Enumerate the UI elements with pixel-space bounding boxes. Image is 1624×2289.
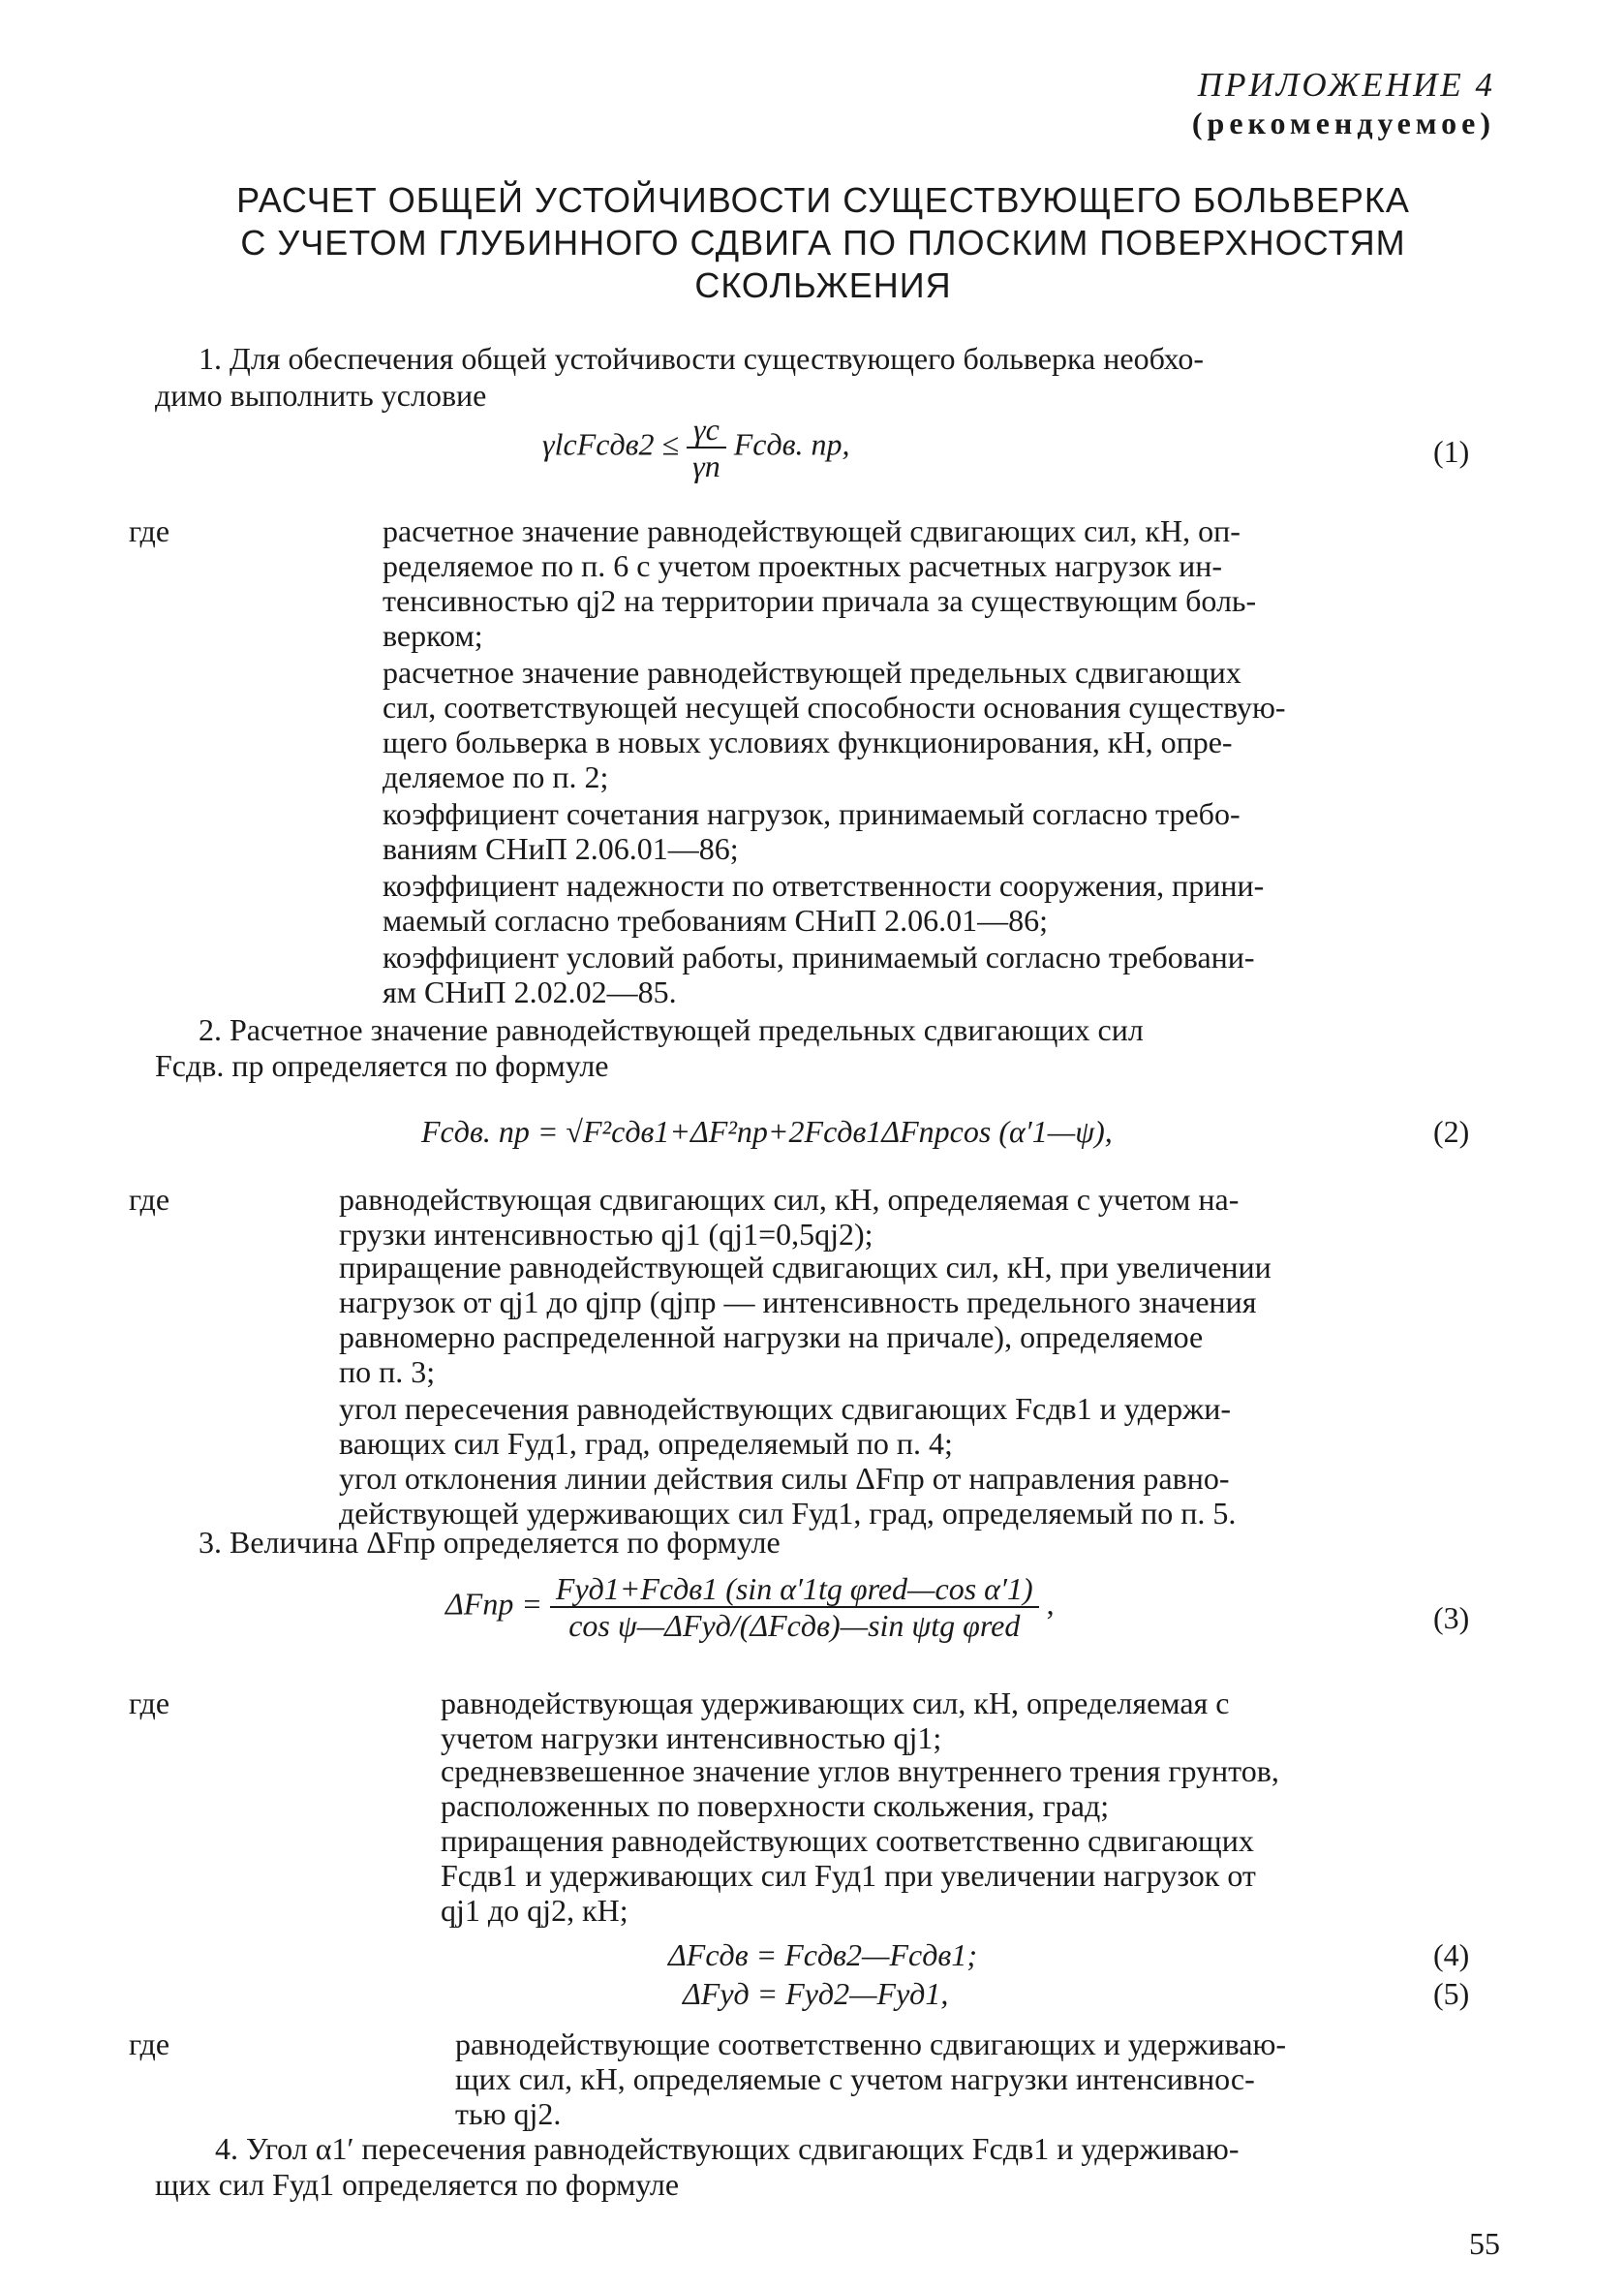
definition-line: сил, соответствующей несущей способности основания существую- (383, 690, 1286, 725)
definition-line: ям СНиП 2.02.02—85. (383, 974, 677, 1009)
where-label: где (129, 1182, 170, 1217)
definition-text (455, 2026, 1491, 2131)
where-label: где (129, 513, 170, 548)
definition-line: коэффициент сочетания нагрузок, принимаемый согласно требо- (383, 796, 1241, 831)
eq3-fraction (550, 1571, 1039, 1643)
paragraph-line: 4. Угол α1′ пересечения равнодействующих сдвигающих Fсдв1 и удерживаю- (215, 2131, 1240, 2166)
eq3-lhs: ΔFпр = (445, 1586, 542, 1622)
equation-3 (445, 1571, 1055, 1643)
page-number: 55 (1469, 2226, 1500, 2261)
definition-text (383, 655, 1491, 794)
paragraph-line: 1. Для обеспечения общей устойчивости существующего больверка необхо- (199, 341, 1205, 376)
definition-line: щего больверка в новых условиях функционирования, кН, опре- (383, 725, 1233, 759)
paragraph-4 (215, 2131, 1239, 2166)
paragraph-2-cont (155, 1048, 608, 1083)
eq3-numerator: Fуд1+Fсдв1 (sin α′1tg φred—cos α′1) (550, 1571, 1039, 1608)
definition-text (441, 1753, 1491, 1823)
definition-line: расположенных по поверхности скольжения, град; (441, 1788, 1110, 1823)
paragraph-2 (199, 1012, 1144, 1047)
definition-text (339, 1461, 1491, 1531)
eq1-numerator: γc (687, 412, 726, 449)
definition-line: действующей удерживающих сил Fуд1, град, определяемый по п. 5. (339, 1496, 1237, 1531)
equation-4: ΔFсдв = Fсдв2—Fсдв1; (668, 1937, 977, 1972)
definition-text (339, 1182, 1491, 1252)
paragraph-line: 2. Расчетное значение равнодействующей предельных сдвигающих сил (199, 1012, 1144, 1047)
definition-line: щих сил, кН, определяемые с учетом нагрузки интенсивнос- (455, 2061, 1255, 2096)
definition-line: коэффициент условий работы, принимаемый согласно требовани- (383, 940, 1255, 974)
equation-2: Fсдв. пр = √F²сдв1+ΔF²пр+2Fсдв1ΔFпрcos (α′1—ψ), (421, 1114, 1113, 1149)
equation-number: (3) (1433, 1600, 1470, 1635)
eq1-fraction (687, 412, 726, 483)
equation-1 (542, 412, 850, 483)
appendix-label: ПРИЛОЖЕНИЕ 4 (1197, 66, 1495, 104)
definition-line: ваниям СНиП 2.06.01—86; (383, 831, 739, 866)
eq3-denominator: cos ψ—ΔFуд/(ΔFсдв)—sin ψtg φred (568, 1608, 1021, 1643)
definition-line: маемый согласно требованиям СНиП 2.06.01—86; (383, 903, 1049, 938)
definition-line: угол пересечения равнодействующих сдвигающих Fсдв1 и удержи- (339, 1391, 1232, 1426)
definition-text (383, 796, 1491, 866)
paragraph-line: Fсдв. пр определяется по формуле (155, 1048, 609, 1083)
paragraph-1 (199, 341, 1486, 376)
definition-line: равнодействующая удерживающих сил, кН, определяемая с (441, 1686, 1230, 1720)
definition-line: приращения равнодействующих соответственно сдвигающих (441, 1823, 1254, 1858)
definition-text (339, 1250, 1491, 1389)
appendix-header (1192, 66, 1495, 141)
definition-text (441, 1686, 1491, 1755)
definition-line: по п. 3; (339, 1354, 436, 1389)
definition-line: вающих сил Fуд1, град, определяемый по п. 4; (339, 1426, 953, 1461)
definition-text (383, 513, 1491, 653)
definition-line: расчетное значение равнодействующей сдвигающих сил, кН, оп- (383, 513, 1241, 548)
definition-line: грузки интенсивностью qj1 (qj1=0,5qj2); (339, 1217, 873, 1252)
eq1-lhs: γlcFсдв2 ≤ (542, 426, 680, 462)
definition-line: нагрузок от qj1 до qjпр (qjпр — интенсивность предельного значения (339, 1284, 1257, 1319)
equation-5: ΔFуд = Fуд2—Fуд1, (683, 1976, 949, 2011)
where-label: где (129, 2026, 170, 2061)
page-title (155, 179, 1491, 307)
definition-line: равномерно распределенной нагрузки на причале), определяемое (339, 1319, 1204, 1354)
definition-line: равнодействующая сдвигающих сил, кН, определяемая с учетом на- (339, 1182, 1240, 1217)
definition-line: деляемое по п. 2; (383, 759, 609, 794)
definition-line: верком; (383, 618, 483, 653)
paragraph-3 (199, 1525, 781, 1560)
definition-line: qj1 до qj2, кН; (441, 1893, 628, 1928)
paragraph-1-cont (155, 378, 1491, 413)
definition-line: Fсдв1 и удерживающих сил Fуд1 при увеличении нагрузок от (441, 1858, 1256, 1893)
definition-line: учетом нагрузки интенсивностью qj1; (441, 1720, 942, 1755)
equation-number: (4) (1433, 1937, 1470, 1972)
paragraph-line: щих сил Fуд1 определяется по формуле (155, 2167, 680, 2202)
definition-text (383, 940, 1491, 1009)
definition-line: тенсивностью qj2 на территории причала за существующим боль- (383, 583, 1257, 618)
title-line: С УЧЕТОМ ГЛУБИННОГО СДВИГА ПО ПЛОСКИМ ПОВЕРХНОСТЯМ (240, 223, 1406, 263)
equation-number: (2) (1433, 1114, 1470, 1149)
definition-line: тью qj2. (455, 2096, 562, 2131)
definition-line: угол отклонения линии действия силы ΔFпр от направления равно- (339, 1461, 1230, 1496)
eq1-denominator: γn (692, 449, 720, 483)
equation-number: (5) (1433, 1976, 1470, 2011)
definition-line: средневзвешенное значение углов внутреннего трения грунтов, (441, 1753, 1279, 1788)
paragraph-4-cont (155, 2167, 679, 2202)
paragraph-line: 3. Величина ΔFпр определяется по формуле (199, 1525, 781, 1560)
definition-text (383, 868, 1491, 938)
title-line: СКОЛЬЖЕНИЯ (694, 265, 952, 305)
definition-line: расчетное значение равнодействующей предельных сдвигающих (383, 655, 1241, 690)
definition-text (339, 1391, 1491, 1461)
definition-line: коэффициент надежности по ответственности сооружения, прини- (383, 868, 1265, 903)
definition-line: равнодействующие соответственно сдвигающих и удерживаю- (455, 2026, 1287, 2061)
equation-number: (1) (1433, 434, 1470, 469)
eq3-tail: , (1046, 1586, 1055, 1622)
definition-line: приращение равнодействующей сдвигающих сил, кН, при увеличении (339, 1250, 1272, 1284)
where-label: где (129, 1686, 170, 1720)
paragraph-line: димо выполнить условие (155, 378, 487, 413)
eq1-rhs: Fсдв. пр, (733, 426, 850, 462)
definition-text (441, 1823, 1491, 1928)
definition-line: ределяемое по п. 6 с учетом проектных расчетных нагрузок ин- (383, 548, 1223, 583)
title-line: РАСЧЕТ ОБЩЕЙ УСТОЙЧИВОСТИ СУЩЕСТВУЮЩЕГО БОЛЬВЕРКА (236, 180, 1410, 220)
recommended-label: (рекомендуемое) (1191, 106, 1495, 140)
